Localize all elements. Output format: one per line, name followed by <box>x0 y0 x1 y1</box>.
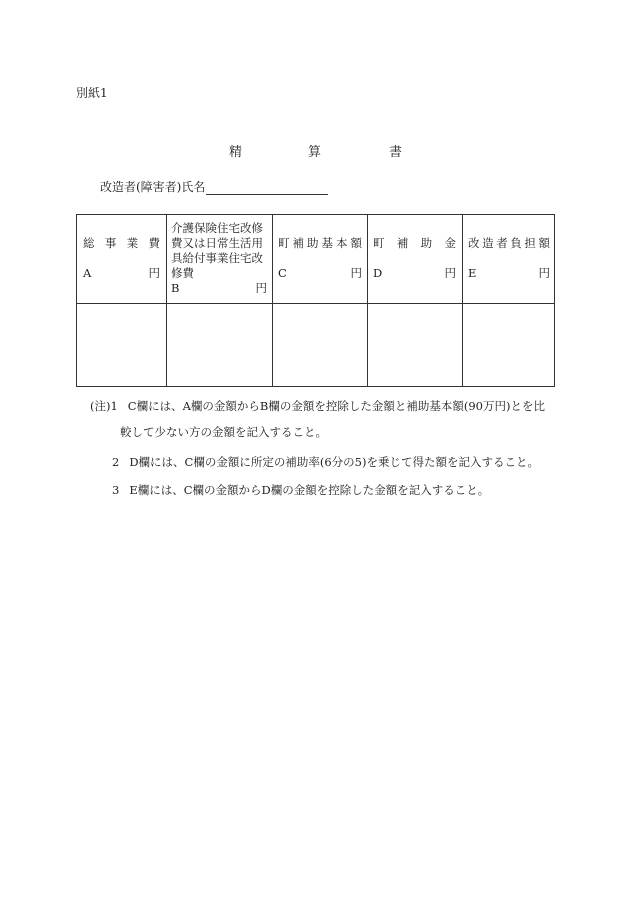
title-char-3: 書 <box>389 145 403 160</box>
header-base-amount <box>278 236 362 281</box>
header-line: 修費 <box>171 266 194 280</box>
header-letter-row: C 円 <box>278 266 362 280</box>
name-underline[interactable] <box>206 182 328 195</box>
header-line: 具給付事業住宅改 <box>171 251 263 265</box>
header-title: 改 造 者 負 担 額 <box>468 236 550 250</box>
cell-d-value[interactable] <box>368 304 462 386</box>
header-owner-burden <box>468 236 550 281</box>
header-line: 介護保険住宅改修 <box>171 221 263 235</box>
header-title: 町 補 助 金 <box>373 236 456 250</box>
header-letter-row: E 円 <box>468 266 550 280</box>
cell-c-value[interactable] <box>273 304 367 386</box>
attachment-label: 別紙1 <box>76 86 108 100</box>
cell-b-value[interactable] <box>167 304 272 386</box>
header-letter-row: D 円 <box>373 266 456 280</box>
modifier-label: 改造者(障害者)氏名 <box>100 180 206 194</box>
note-1-continued: 較して少ない方の金額を記入すること。 <box>120 425 327 439</box>
header-subsidy <box>373 236 456 281</box>
cell-e-value[interactable] <box>463 304 554 386</box>
title-char-1: 精 <box>229 145 243 160</box>
header-title: 総 事 業 費 <box>83 236 160 250</box>
header-letter-row: A 円 <box>83 266 160 280</box>
header-insurance-cost <box>171 221 267 296</box>
note-1: (注)1 C欄には、A欄の金額からB欄の金額を控除した金額と補助基本額(90万円)とを比 <box>90 399 545 413</box>
note-2: 2 D欄には、C欄の金額に所定の補助率(6分の5)を乗じて得た額を記入すること。 <box>112 455 539 469</box>
title-char-2: 算 <box>308 145 322 160</box>
header-letter-row: B 円 <box>171 281 267 295</box>
modifier-name-field <box>100 178 328 195</box>
note-3: 3 E欄には、C欄の金額からD欄の金額を控除した金額を記入すること。 <box>112 483 490 497</box>
settlement-table <box>76 214 555 387</box>
header-total-cost <box>83 236 160 281</box>
header-title: 町 補 助 基 本 額 <box>278 236 362 250</box>
header-line: 費又は日常生活用 <box>171 236 263 250</box>
cell-a-value[interactable] <box>77 304 166 386</box>
